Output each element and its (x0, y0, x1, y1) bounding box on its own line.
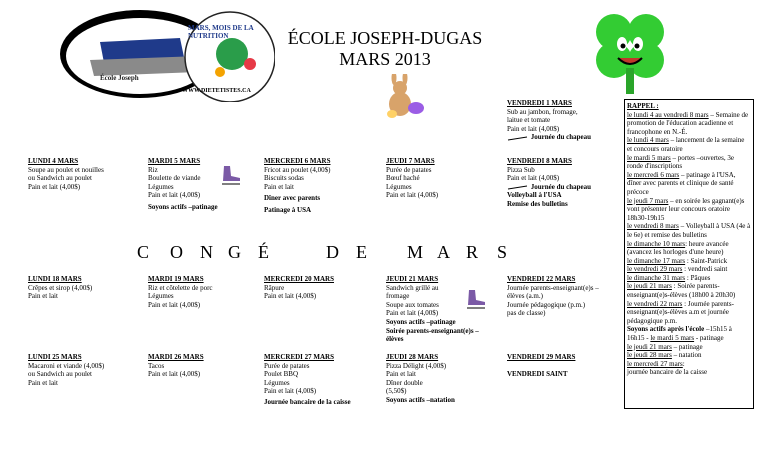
menu-line: Pain et lait (4,00$) (386, 191, 439, 200)
banner-letter: M (407, 242, 424, 262)
day-heading: MARDI 19 MARS (148, 275, 204, 283)
day-wed-20 (264, 275, 334, 301)
day-mon-4 (28, 157, 104, 191)
day-fri-8 (507, 157, 591, 209)
reminder-text: journée bancaire de la caisse (627, 368, 708, 377)
day-fri-29 (507, 353, 575, 378)
menu-line: Journée pédagogique (p.m.) (507, 300, 586, 309)
reminder-text: le jeudi 28 mars (627, 351, 672, 360)
menu-line: (5,50$) (386, 387, 407, 396)
reminder-box (624, 99, 754, 409)
menu-note: Patinage à USA (264, 205, 312, 214)
menu-line: pas de classe) (507, 309, 546, 318)
reminder-text: : Pâques (685, 273, 711, 282)
menu-line: Pain et lait (28, 292, 58, 301)
reminder-item (627, 368, 751, 377)
reminder-item (627, 154, 751, 171)
banner-letter: C (137, 242, 150, 262)
menu-line: Pizza Sub (507, 165, 535, 174)
reminder-text: : vendredi saint (682, 265, 728, 274)
ice-skate-icon (465, 288, 487, 315)
day-tue-26 (148, 353, 204, 379)
banner-letter: A (437, 242, 450, 262)
day-mon-25 (28, 353, 104, 387)
reminder-item (627, 240, 751, 257)
menu-line: Riz (148, 165, 158, 174)
menu-line: Biscuits sodas (264, 174, 304, 183)
menu-line: Pain et lait (4,00$) (148, 300, 201, 309)
reminder-text: le mardi 5 mars (627, 153, 671, 162)
menu-line: ou Sandwich au poulet (28, 370, 92, 379)
menu-note: Soyons actifs –patinage (148, 202, 218, 211)
banner-letter: N (200, 242, 213, 262)
reminder-text: le vendredi 8 mars (627, 222, 679, 231)
reminder-text: : Journée parents-enseignant(e)s-élèves a.m et journée pédagogique p.m. (627, 299, 734, 325)
reminder-item (627, 274, 751, 283)
menu-note: VENDREDI SAINT (507, 369, 568, 378)
reminder-text: le jeudi 7 mars (627, 196, 669, 205)
menu-line: Pain et lait (4,00$) (264, 292, 317, 301)
menu-line: Purée de patates (386, 165, 432, 174)
banner-letter: R (466, 242, 479, 262)
day-heading: LUNDI 4 MARS (28, 157, 79, 165)
banner-letter: S (497, 242, 508, 262)
easter-bunny-icon (380, 74, 428, 120)
menu-line: Sandwich grillé au (386, 283, 439, 292)
menu-line: Sub au jambon, fromage, (507, 107, 578, 116)
reminder-text: le jeudi 21 mars (627, 282, 672, 291)
day-fri-1 (507, 99, 591, 142)
banner-letter: D (326, 242, 339, 262)
reminder-text: le vendredi 29 mars (627, 265, 683, 274)
menu-line: fromage (386, 292, 410, 301)
banner-letter: É (258, 242, 269, 262)
reminder-text: le dimanche 31 mars (627, 273, 686, 282)
title-month: MARS 2013 (339, 49, 431, 69)
menu-line: Soupe aux tomates (386, 300, 439, 309)
menu-note: Journée du chapeau (530, 182, 592, 191)
logo-url: WWW.DIETETISTES.CA (182, 88, 251, 94)
menu-line: Pain et lait (4,00$) (148, 191, 201, 200)
reminder-text: – Semaine de promotion de l'éducation acadienne et francophone en N.-É. (627, 110, 749, 136)
menu-line: Dîner double (386, 378, 423, 387)
reminder-text: le lundi 4 au vendredi 8 mars (627, 110, 709, 119)
menu-line: Macaroni et viande (4,00$) (28, 361, 105, 370)
reminder-text: le lundi 4 mars (627, 136, 669, 145)
reminder-text: - patinage (694, 334, 724, 343)
reminder-text: – Volleyball à USA (4e à le 6e) et remise des bulletins (627, 222, 751, 239)
reminder-item (627, 282, 751, 299)
day-tue-5 (148, 157, 218, 212)
day-heading: MERCREDI 6 MARS (264, 157, 331, 165)
reminder-item (627, 222, 751, 239)
reminder-text: : Saint-Patrick (685, 256, 728, 265)
menu-line: Pizza Délight (4,00$) (386, 361, 447, 370)
menu-line: Pain et lait (28, 378, 58, 387)
menu-line: Pain et lait (386, 370, 416, 379)
menu-note: Dîner avec parents (264, 194, 321, 203)
menu-note: Soirée parents-enseignant(e)s – (386, 326, 479, 335)
reminder-text: – natation (671, 351, 702, 360)
menu-line: Soupe au poulet et nouilles (28, 165, 104, 174)
menu-line: élèves (a.m.) (507, 292, 543, 301)
day-heading: VENDREDI 1 MARS (507, 99, 572, 107)
menu-line: ou Sandwich au poulet (28, 174, 92, 183)
reminder-text: – patinage à l'USA, dîner avec parents et clinique de santé précoce (627, 170, 736, 196)
reminder-item (627, 197, 751, 223)
reminder-text: : Soirée parents-enseignant(e)s-élèves (18h00 à 20h30) (627, 282, 736, 300)
menu-line: Pain et lait (4,00$) (386, 309, 439, 318)
reminder-text: –15h15 à 16h15 - (627, 325, 732, 343)
logo-small-text: Bienvenue (120, 32, 150, 40)
reminder-item (627, 343, 751, 352)
banner-letter: O (170, 242, 183, 262)
menu-line: Pain et lait (4,00$) (148, 370, 201, 379)
menu-line: Riz et côtelette de porc (148, 283, 213, 292)
menu-line: laitue et tomate (507, 116, 551, 125)
day-heading: LUNDI 25 MARS (28, 353, 82, 361)
reminder-text: – patinage (671, 342, 703, 351)
logo-arc-text: MARS, MOIS DE LA NUTRITION (188, 24, 254, 40)
day-heading: JEUDI 21 MARS (386, 275, 439, 283)
day-heading: VENDREDI 29 MARS (507, 353, 576, 361)
reminder-item (627, 325, 751, 342)
menu-note: Soyons actifs –natation (386, 395, 455, 404)
ice-skate-icon (220, 164, 242, 191)
reminder-item (627, 351, 751, 360)
reminder-item (627, 300, 751, 326)
reminder-title: RAPPEL : (627, 102, 659, 110)
day-heading: MERCREDI 20 MARS (264, 275, 334, 283)
title-school: ÉCOLE JOSEPH-DUGAS (287, 28, 483, 48)
day-wed-27 (264, 353, 351, 407)
menu-line: Pain et lait (4,00$) (507, 174, 560, 183)
reminder-text: – en soirée les gagnant(e)s vont présenter leur concours oratoire 18h30-19h15 (627, 196, 745, 222)
reminder-text: : (682, 359, 685, 368)
day-mon-18 (28, 275, 92, 301)
menu-line: Journée parents-enseignant(e)s – (507, 283, 599, 292)
reminder-text: le vendredi 22 mars (627, 299, 683, 308)
reminder-text: – lancement de la semaine et concours oratoire (627, 136, 745, 153)
reminder-item (627, 265, 751, 274)
reminder-text: le dimanche 10 mars (627, 239, 686, 248)
reminder-text: le mardi 5 mars (650, 334, 695, 343)
day-fri-22 (507, 275, 599, 318)
shamrock-smiley-icon (590, 8, 670, 96)
reminder-text: le mercredi 6 mars (627, 170, 680, 179)
day-tue-19 (148, 275, 213, 309)
reminder-text: le mercredi 27 mars (627, 359, 683, 368)
reminder-list (627, 111, 751, 377)
banner-letter: E (356, 242, 367, 262)
menu-line: Légumes (148, 292, 174, 301)
reminder-text: le dimanche 17 mars (627, 256, 686, 265)
page-title (240, 28, 530, 70)
reminder-text: : heure avancée (avancez les horloges d'une heure) (627, 239, 729, 257)
menu-note: Journée du chapeau (530, 133, 592, 142)
reminder-text: – portes –ouvertes, 3e ronde d'inscriptions (627, 153, 734, 171)
reminder-item (627, 171, 751, 197)
day-heading: JEUDI 28 MARS (386, 353, 439, 361)
day-heading: VENDREDI 22 MARS (507, 275, 576, 283)
menu-note: Journée bancaire de la caisse (264, 397, 351, 406)
reminder-text: le jeudi 21 mars (627, 342, 672, 351)
banner-letter: G (228, 242, 241, 262)
menu-line: Bœuf haché (386, 174, 420, 183)
menu-note: Soyons actifs –patinage (386, 317, 456, 326)
reminder-text: Soyons actifs après l'école (627, 325, 705, 334)
menu-line: Tacos (148, 361, 165, 370)
menu-line: Râpure (264, 283, 285, 292)
reminder-item (627, 111, 751, 137)
menu-line: Légumes (148, 182, 174, 191)
menu-note: élèves (386, 335, 404, 344)
day-heading: VENDREDI 8 MARS (507, 157, 572, 165)
menu-line: Pain et lait (4,00$) (264, 387, 317, 396)
menu-line: Pain et lait (264, 182, 294, 191)
day-heading: JEUDI 7 MARS (386, 157, 435, 165)
menu-note: Volleyball à l'USA (507, 191, 562, 200)
day-wed-6 (264, 157, 331, 215)
day-heading: MERCREDI 27 MARS (264, 353, 334, 361)
reminder-item (627, 360, 751, 369)
hat-icon (507, 184, 529, 190)
day-heading: MARDI 5 MARS (148, 157, 201, 165)
reminder-item (627, 136, 751, 153)
menu-line: Fricot au poulet (4,00$) (264, 165, 331, 174)
reminder-item (627, 257, 751, 266)
menu-line: Légumes (264, 378, 290, 387)
day-thu-7 (386, 157, 438, 200)
menu-line: Poulet BBQ (264, 370, 299, 379)
day-thu-28 (386, 353, 455, 405)
menu-note: Remise des bulletins (507, 199, 568, 208)
menu-line: Pain et lait (4,00$) (28, 182, 81, 191)
logo-school-text: École Joseph (100, 74, 139, 82)
menu-line: Purée de patates (264, 361, 310, 370)
hat-icon (507, 135, 529, 141)
day-heading: MARDI 26 MARS (148, 353, 204, 361)
menu-line: Boulette de viande (148, 174, 201, 183)
menu-line: Pain et lait (4,00$) (507, 124, 560, 133)
day-heading: LUNDI 18 MARS (28, 275, 82, 283)
menu-line: Crêpes et sirop (4,00$) (28, 283, 93, 292)
menu-line: Légumes (386, 182, 412, 191)
